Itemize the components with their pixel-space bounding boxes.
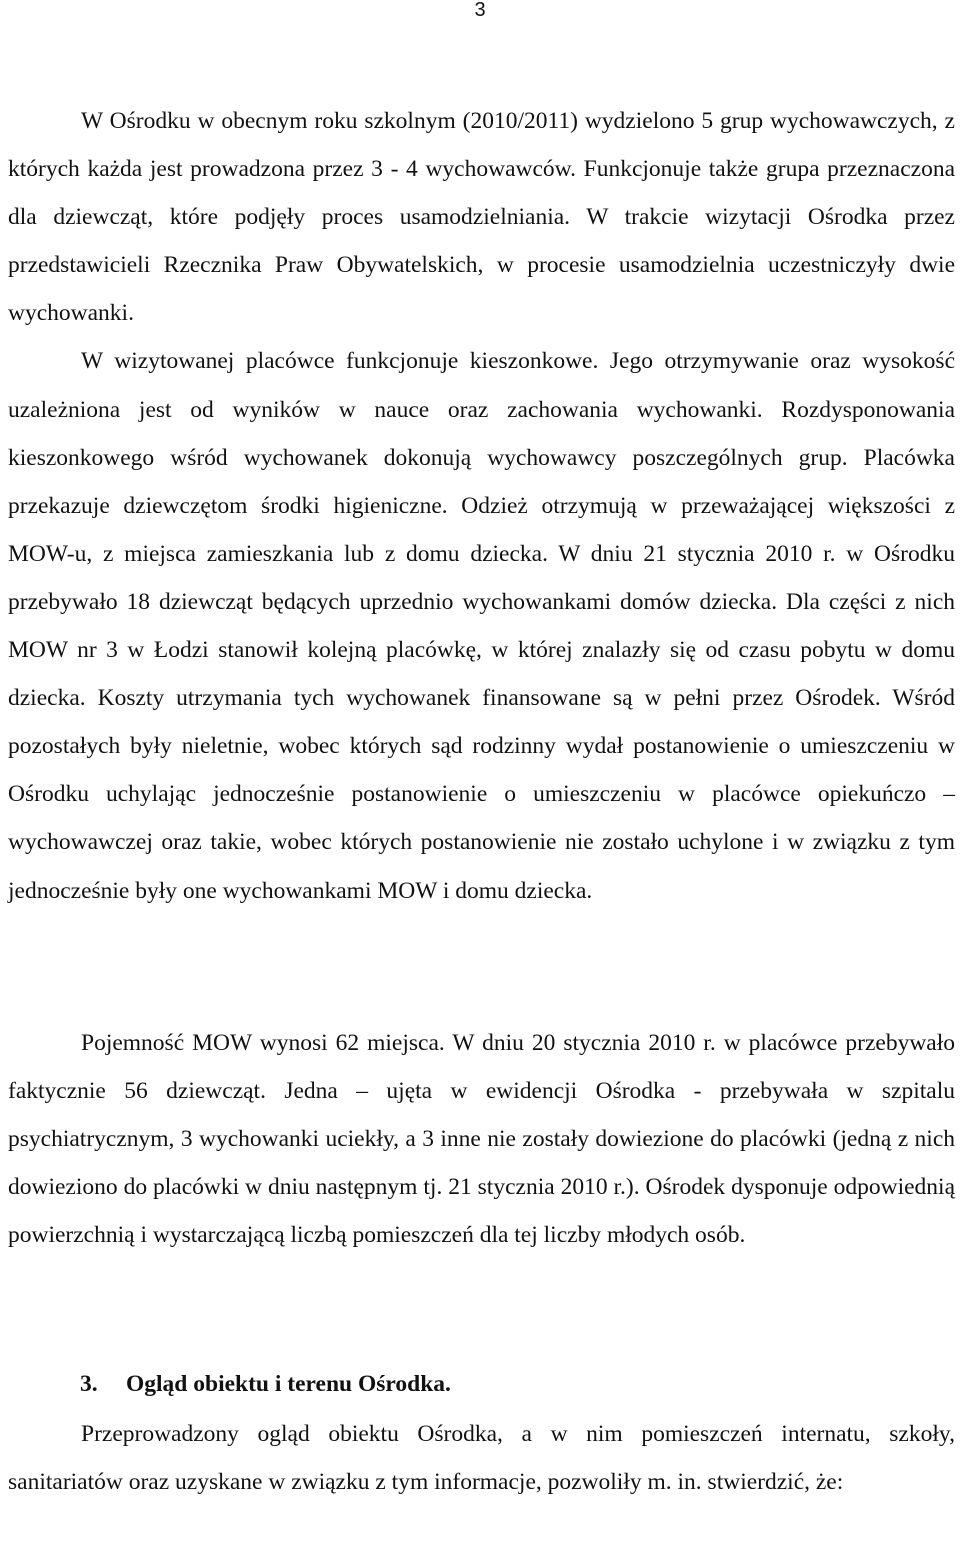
paragraph-capacity: Pojemność MOW wynosi 62 miejsca. W dniu 20 stycznia 2010 r. w placówce przebywało faktycznie 56 dziewcząt. Jedna – ujęta w ewidencji Ośrodka - przebywała w szpitalu psychiatrycznym, 3 wychowanki uciekły, a 3 inne nie zostały dowiezione do placówki (jedną z nich dowieziono do placówki w dniu następnym tj. 21 stycznia 2010 r.). Ośrodek dysponuje odpowiednią powierzchnią i wystarczającą liczbą pomieszczeń dla tej liczby młodych osób. (8, 1030, 955, 1249)
section-title: Ogląd obiektu i terenu Ośrodka. (126, 1371, 451, 1397)
paragraph-text: W wizytowanej placówce funkcjonuje kieszonkowe. Jego otrzymywanie oraz wysokość uzależniona jest od wyników w nauce oraz zachowania wychowanki. Rozdysponowania kieszonkowego wśród wychowanek dokonują wychowawcy poszczególnych grup. Placówka przekazuje dziewczętom środki higieniczne. Odzież otrzymują w przeważającej większości z MOW-u, z miejsca zamieszkania lub z domu dziecka. W dniu 21 stycznia 2010 r. w Ośrodku przebywało 18 dziewcząt będących uprzednio wychowankami domów dziecka. Dla części z nich MOW nr 3 w Łodzi stanowił kolejną placówkę, w której znalazły się od czasu pobytu w domu dziecka. Koszty utrzymania tych wychowanek finansowane są w pełni przez Ośrodek. Wśród pozostałych były nieletnie, wobec których sąd rodzinny wydał postanowienie o umieszczeniu w Ośrodku uchylając jednocześnie postanowienie o umieszczeniu w placówce opiekuńczo – wychowawczej oraz takie, wobec których postanowienie nie zostało uchylone i w związku z tym jednocześnie były one wychowankami MOW i domu dziecka. (8, 348, 955, 904)
section-heading (80, 1366, 451, 1402)
page-number: 3 (474, 0, 486, 21)
section-number: 3. (80, 1371, 98, 1397)
paragraph-inspection: Przeprowadzony ogląd obiektu Ośrodka, a w nim pomieszczeń internatu, szkoły, sanitariatów oraz uzyskane w związku z tym informacje, pozwoliły m. in. stwierdzić, że: (8, 1421, 955, 1496)
paragraph-text: W Ośrodku w obecnym roku szkolnym (2010/2011) wydzielono 5 grup wychowawczych, z których każda jest prowadzona przez 3 - 4 wychowawców. Funkcjonuje także grupa przeznaczona dla dziewcząt, które podjęły proces usamodzielniania. W trakcie wizytacji Ośrodka przez przedstawicieli Rzecznika Praw Obywatelskich, w procesie usamodzielnia uczestniczyły dwie wychowanki. (8, 108, 955, 327)
paragraph-groups (8, 97, 955, 915)
